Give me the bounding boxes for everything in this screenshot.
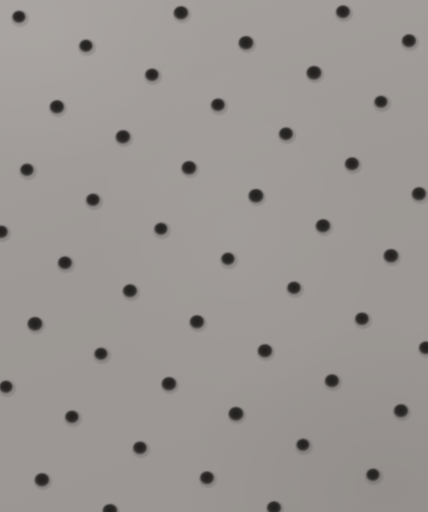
perforation-hole [384,249,399,263]
perforation-hole [325,374,339,387]
perforation-hole [249,189,264,203]
perforation-hole [296,439,309,451]
perforation-hole [116,130,131,144]
perforation-hole [145,69,159,82]
perforation-hole [182,161,197,175]
perforation-hole [162,377,177,391]
perforation-hole [366,469,379,481]
perforation-hole [307,66,322,80]
perforation-hole [20,164,33,176]
perforation-hole [221,253,234,265]
perforation-hole [174,6,189,20]
perforation-hole [239,36,254,50]
perforation-hole [394,404,408,417]
perforation-hole [86,194,100,207]
perforation-hole [412,187,426,200]
perforation-hole [211,99,225,112]
perforation-hole [287,282,301,295]
perforation-hole [258,344,273,358]
perforation-hole [123,284,137,297]
perforation-hole [402,34,416,47]
perforation-hole [12,11,25,23]
perforation-hole [50,100,64,113]
perforation-hole [345,157,359,170]
perforation-hole [94,348,107,360]
perforation-hole [190,315,204,328]
perforation-hole [154,223,167,235]
perforation-hole [65,411,79,424]
perforation-hole [279,128,293,141]
perforation-hole [355,313,369,326]
perforation-hole [200,472,214,485]
perforation-hole [316,219,331,233]
perforation-hole [58,257,72,270]
perforation-hole [28,317,43,331]
perforation-hole [336,6,350,19]
perforation-hole [35,473,50,487]
perforation-hole [133,442,147,455]
perforation-hole [229,407,244,421]
perforation-hole [374,96,387,108]
perforation-hole [79,40,92,52]
